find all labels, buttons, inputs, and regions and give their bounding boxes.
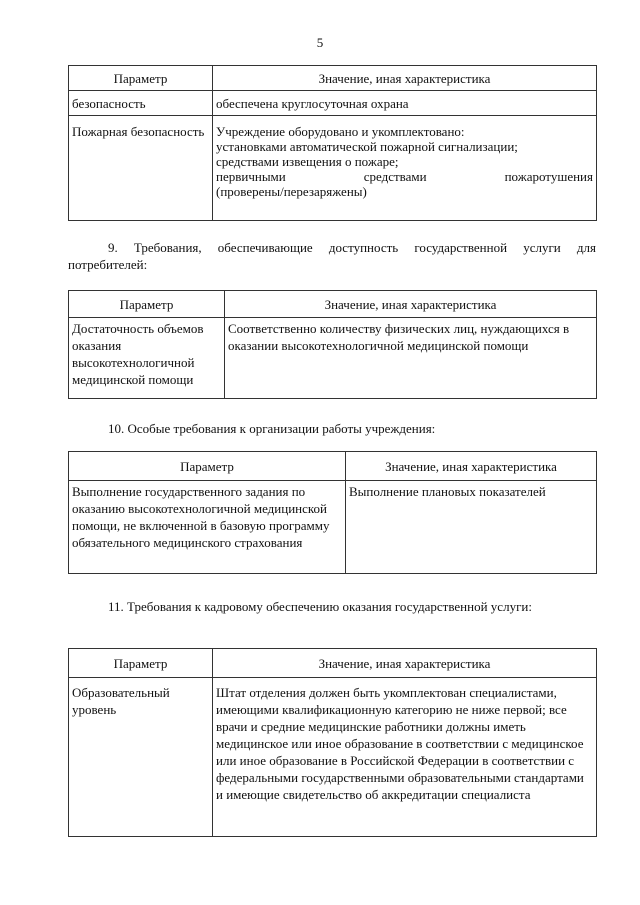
table-row bbox=[69, 481, 597, 574]
table-header-row bbox=[69, 291, 597, 318]
value-cell: Штат отделения должен быть укомплектован специалистами, имеющими квалификационную категорию не ниже первой; все врачи и средние медицинские работники должны иметь медицинское или иное образование в соответствии с медицинское или иное образование в Российской Федерации в соответствии с федеральными государственными образовательными стандартами и имеющие свидетельство об аккредитации специалиста bbox=[213, 678, 597, 837]
param-cell: безопасность bbox=[69, 91, 213, 116]
special-requirements-table bbox=[68, 451, 597, 574]
value-line: установками автоматической пожарной сигнализации; bbox=[216, 139, 518, 154]
table-header-row bbox=[69, 649, 597, 678]
header-param: Параметр bbox=[69, 291, 225, 318]
table-row bbox=[69, 116, 597, 221]
param-cell: Пожарная безопасность bbox=[69, 116, 213, 221]
param-cell: Выполнение государственного задания по оказанию высокотехнологичной медицинской помощи, не включенной в базовую программу обязательного медицинского страхования bbox=[69, 481, 346, 574]
section-10-heading: 10. Особые требования к организации работы учреждения: bbox=[108, 421, 436, 436]
value-line: Учреждение оборудовано и укомплектовано: bbox=[216, 124, 465, 139]
table-header-row bbox=[69, 66, 597, 91]
header-value: Значение, иная характеристика bbox=[213, 66, 597, 91]
value-line: (проверены/перезаряжены) bbox=[216, 184, 367, 199]
header-value: Значение, иная характеристика bbox=[346, 452, 597, 481]
table-row bbox=[69, 678, 597, 837]
param-cell: Достаточность объемов оказания высокотехнологичной медицинской помощи bbox=[69, 318, 225, 399]
header-param: Параметр bbox=[69, 66, 213, 91]
header-param: Параметр bbox=[69, 452, 346, 481]
value-cell bbox=[213, 116, 597, 221]
value-cell: обеспечена круглосуточная охрана bbox=[213, 91, 597, 116]
staffing-table bbox=[68, 648, 597, 837]
table-row bbox=[69, 318, 597, 399]
section-9-heading: 9. Требования, обеспечивающие доступность государственной услуги для потребителей: bbox=[68, 240, 596, 272]
header-param: Параметр bbox=[69, 649, 213, 678]
table-header-row bbox=[69, 452, 597, 481]
param-cell: Образовательный уровень bbox=[69, 678, 213, 837]
table-row bbox=[69, 91, 597, 116]
header-value: Значение, иная характеристика bbox=[225, 291, 597, 318]
section-11-heading: 11. Требования к кадровому обеспечению оказания государственной услуги: bbox=[108, 599, 532, 614]
value-line: первичными средствами пожаротушения bbox=[216, 169, 593, 184]
safety-table bbox=[68, 65, 597, 221]
page-number: 5 bbox=[316, 35, 324, 50]
value-line: средствами извещения о пожаре; bbox=[216, 154, 399, 169]
value-cell: Соответственно количеству физических лиц, нуждающихся в оказании высокотехнологичной медицинской помощи bbox=[225, 318, 597, 399]
accessibility-table bbox=[68, 290, 597, 399]
header-value: Значение, иная характеристика bbox=[213, 649, 597, 678]
value-cell: Выполнение плановых показателей bbox=[346, 481, 597, 574]
